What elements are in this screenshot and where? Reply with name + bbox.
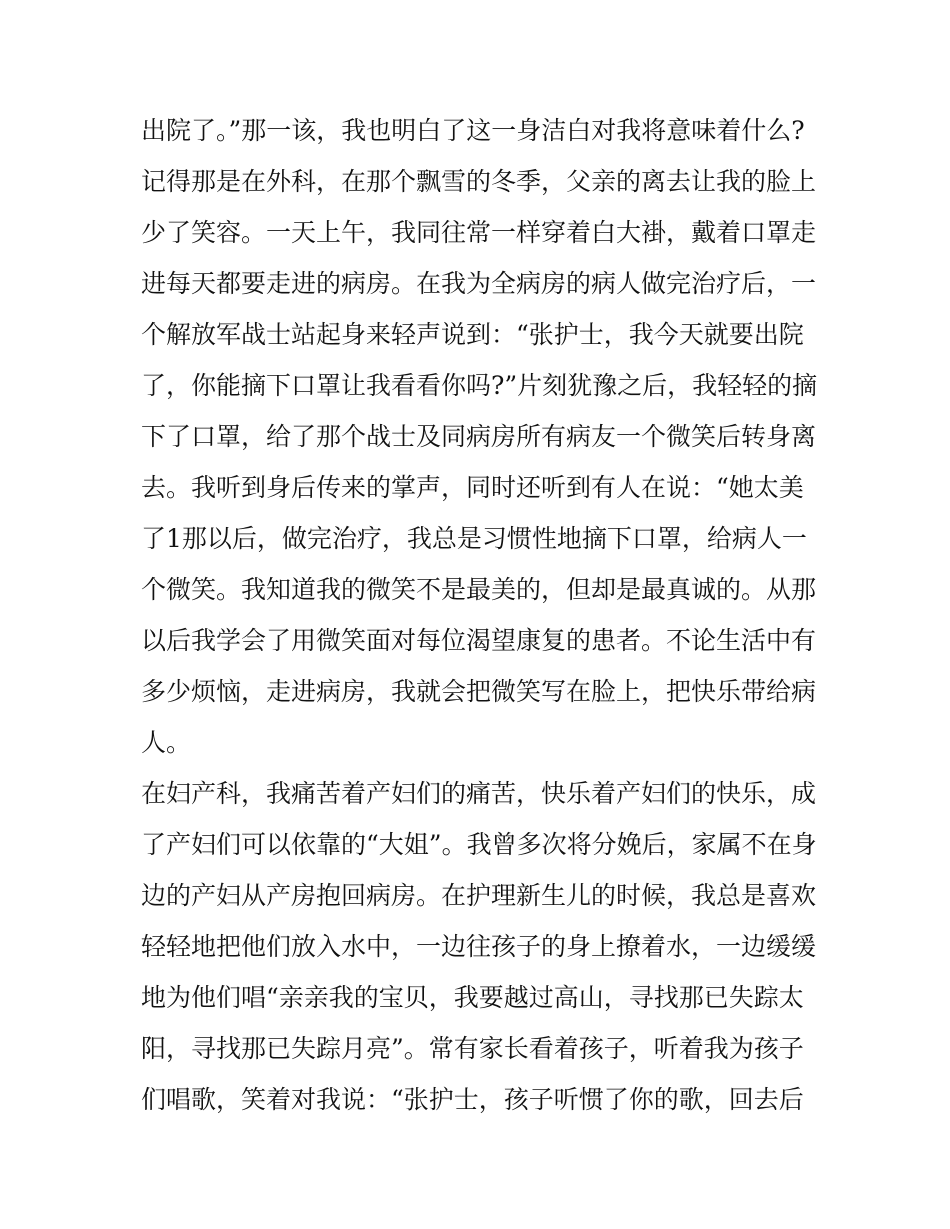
text-line: 了产妇们可以依靠的“大姐”。我曾多次将分娩后，家属不在身 [141,830,817,859]
text-line: 出院了。”那一该，我也明白了这一身洁白对我将意味着什么? [141,116,805,145]
text-line: 多少烦恼，走进病房，我就会把微笑写在脸上，把快乐带给病 [141,677,817,706]
text-line: 们唱歌，笑着对我说：“张护士，孩子听惯了你的歌，回去后 [141,1085,804,1114]
document-body [141,105,821,1125]
text-line: 记得那是在外科，在那个飘雪的冬季，父亲的离去让我的脸上 [141,167,817,196]
text-line: 个微笑。我知道我的微笑不是最美的，但却是最真诚的。从那 [141,575,817,604]
text-line: 人。 [141,728,192,757]
text-line: 少了笑容。一天上午，我同往常一样穿着白大褂，戴着口罩走 [141,218,817,247]
text-line: 下了口罩，给了那个战士及同病房所有病友一个微笑后转身离 [141,422,817,451]
text-line: 以后我学会了用微笑面对每位渴望康复的患者。不论生活中有 [141,626,817,655]
text-line: 地为他们唱“亲亲我的宝贝，我要越过高山，寻找那已失踪太 [141,983,804,1012]
text-line: 去。我听到身后传来的掌声，同时还听到有人在说：“她太美 [141,473,804,502]
text-line: 了1那以后，做完治疗，我总是习惯性地摘下口罩，给病人一 [141,524,807,553]
text-line: 轻轻地把他们放入水中，一边往孩子的身上撩着水，一边缓缓 [141,932,817,961]
text-line: 阳，寻找那已失踪月亮”。常有家长看着孩子，听着我为孩子 [141,1034,804,1063]
text-line: 个解放军战士站起身来轻声说到：“张护士，我今天就要出院 [141,320,804,349]
text-line: 边的产妇从产房抱回病房。在护理新生儿的时候，我总是喜欢 [141,881,817,910]
text-line: 在妇产科，我痛苦着产妇们的痛苦，快乐着产妇们的快乐，成 [141,779,817,808]
text-line: 了，你能摘下口罩让我看看你吗?”片刻犹豫之后，我轻轻的摘 [141,371,818,400]
text-line: 进每天都要走进的病房。在我为全病房的病人做完治疗后，一 [141,269,817,298]
